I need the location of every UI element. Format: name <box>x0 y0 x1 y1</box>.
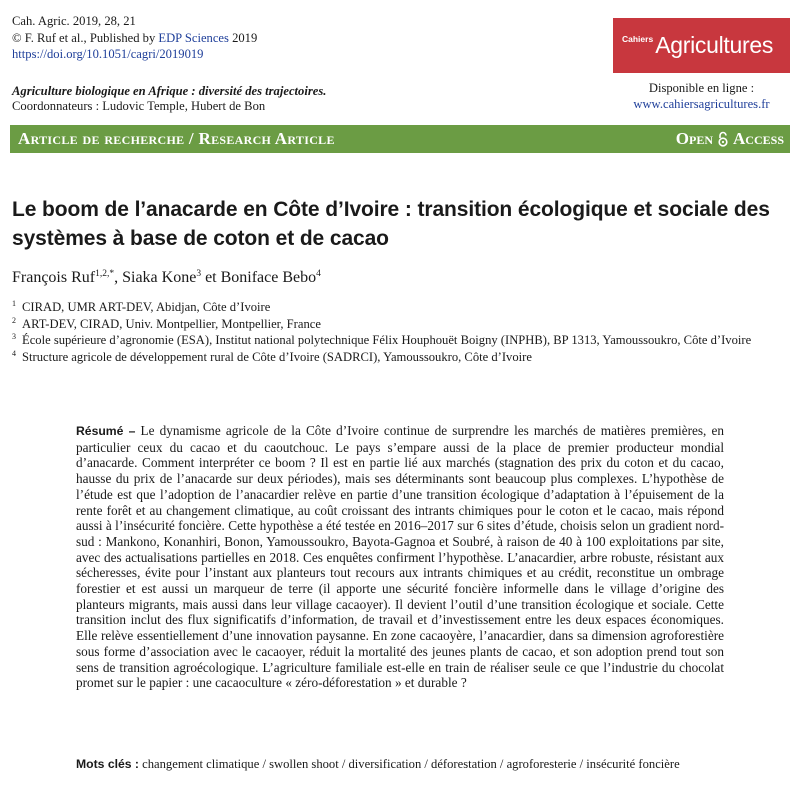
journal-website-link[interactable]: www.cahiersagricultures.fr <box>633 96 770 111</box>
article-type-banner <box>10 125 790 153</box>
journal-logo[interactable] <box>613 18 790 73</box>
affiliation: 2 ART-DEV, CIRAD, Univ. Montpellier, Montpellier, France <box>12 315 321 331</box>
abstract-text: Le dynamisme agricole de la Côte d’Ivoire continue de surprendre les marchés de matières premières, en particulier ceux du cacao et du caoutchouc. Le pays s’empare aussi de la place de premier producteur mondial d’anacarde. Comment interpréter ce boom ? Il est en partie lié aux marchés (stagnation des prix du coton et du cacao, hausse du prix de l’anacarde sur deux périodes), mais ses déterminants sont beaucoup plus complexes. L’hypothèse de l’étude est que l’adoption de l’anacardier relève en partie d’une transition écologique d’adaptation à l’épuisement de la rente forêt et au changement climatique, au coût croissant des intrants chimiques pour le coton et le cacao, mais répond aussi à l’insécurité foncière. Cette hypothèse a été testée en 2016–2017 sur 6 sites d’étude, choisis selon un gradient nord-sud : Mankono, Konanhiri, Bonon, Yamoussoukro, Bayota-Gagnoa et Soubré, à raison de 40 à 100 exploitations par site, avec des actualisations partielles en 2018. Ces enquêtes confirment l’hypothèse. L’anacardier, arbre robuste, résistant aux sécheresses, évite pour l’instant aux planteurs tout recours aux intrants chimiques et au crédit, reconstitue un ombrage forestier et est aussi un marqueur de terre (il apporte une sécurité foncière informelle dans le village d’origine des planteurs migrants, mais aussi dans leur village cacaoyer). Il devient l’outil d’une transition écologique et sociale. Cette transition inclut des flux significatifs d’information, de travail et d’investissement entre les deux espaces économiques. Elle relève essentiellement d’une innovation paysanne. En zone cacaoyère, l’anacardier, dans sa dimension agroforestière sous forme d’association avec le cacaoyer, réduit la mortalité des jeunes plants de cacao, et son adoption prend tout son sens de transition agroécologique. L’agriculture familiale est-elle en train de réaliser seule ce que l’industrie du chocolat promet sur le papier : une cacaoculture « zéro-déforestation » et durable ? <box>76 423 724 691</box>
thematic-title: Agriculture biologique en Afrique : diversité des trajectoires. <box>12 84 327 98</box>
coordinators: Coordonnateurs : Ludovic Temple, Hubert de Bon <box>12 99 266 113</box>
copyright-line: © F. Ruf et al., Published by EDP Sciences 2019 <box>12 30 258 45</box>
author[interactable]: Boniface Bebo$^4$ <box>220 269 321 286</box>
logo-big-text: Agricultures <box>655 32 774 58</box>
affiliations <box>12 299 790 365</box>
article-metadata <box>12 13 257 63</box>
open-access-label: Open Access <box>675 129 784 148</box>
affiliation: 1 CIRAD, UMR ART-DEV, Abidjan, Côte d’Ivoire <box>12 299 271 314</box>
affiliation: 3 École supérieure d’agronomie (ESA), Institut national polytechnique Félix Houphouët Boigny (INPHB), BP 1313, Yamoussoukro, Côte d’Ivoire <box>12 332 752 348</box>
affiliation: 4 Structure agricole de développement rural de Côte d’Ivoire (SADRCI), Yamoussoukro, Côte d’Ivoire <box>12 348 532 364</box>
abstract-label: Résumé – <box>76 424 136 438</box>
journal-citation: Cah. Agric. 2019, 28, 21 <box>12 14 136 28</box>
publisher-link[interactable]: EDP Sciences <box>158 30 229 45</box>
thematic-issue <box>12 84 326 114</box>
author-list: François Ruf$^{1,2,*}$, Siaka Kone$^3$ et Boniface Bebo$^4$ <box>12 269 321 286</box>
logo-small-text: Cahiers <box>622 33 654 44</box>
online-availability <box>613 81 790 112</box>
article-type-label: Article de recherche / Research Article <box>18 129 335 148</box>
doi-link[interactable]: https://doi.org/10.1051/cagri/2019019 <box>12 47 204 61</box>
keywords-text: changement climatique / swollen shoot / diversification / déforestation / agroforesterie / insécurité foncière <box>142 757 680 771</box>
open-access-icon <box>717 131 729 147</box>
online-label: Disponible en ligne : <box>648 81 755 95</box>
abstract <box>76 423 724 691</box>
author[interactable]: Siaka Kone$^3$ <box>122 269 202 286</box>
keywords-label: Mots clés : <box>76 757 139 771</box>
keywords <box>76 756 776 772</box>
article-title: Le boom de l’anacarde en Côte d’Ivoire : transition écologique et sociale des systèmes à base de coton et de cacao <box>12 198 770 250</box>
author[interactable]: François Ruf$^{1,2,*}$ <box>12 269 115 286</box>
